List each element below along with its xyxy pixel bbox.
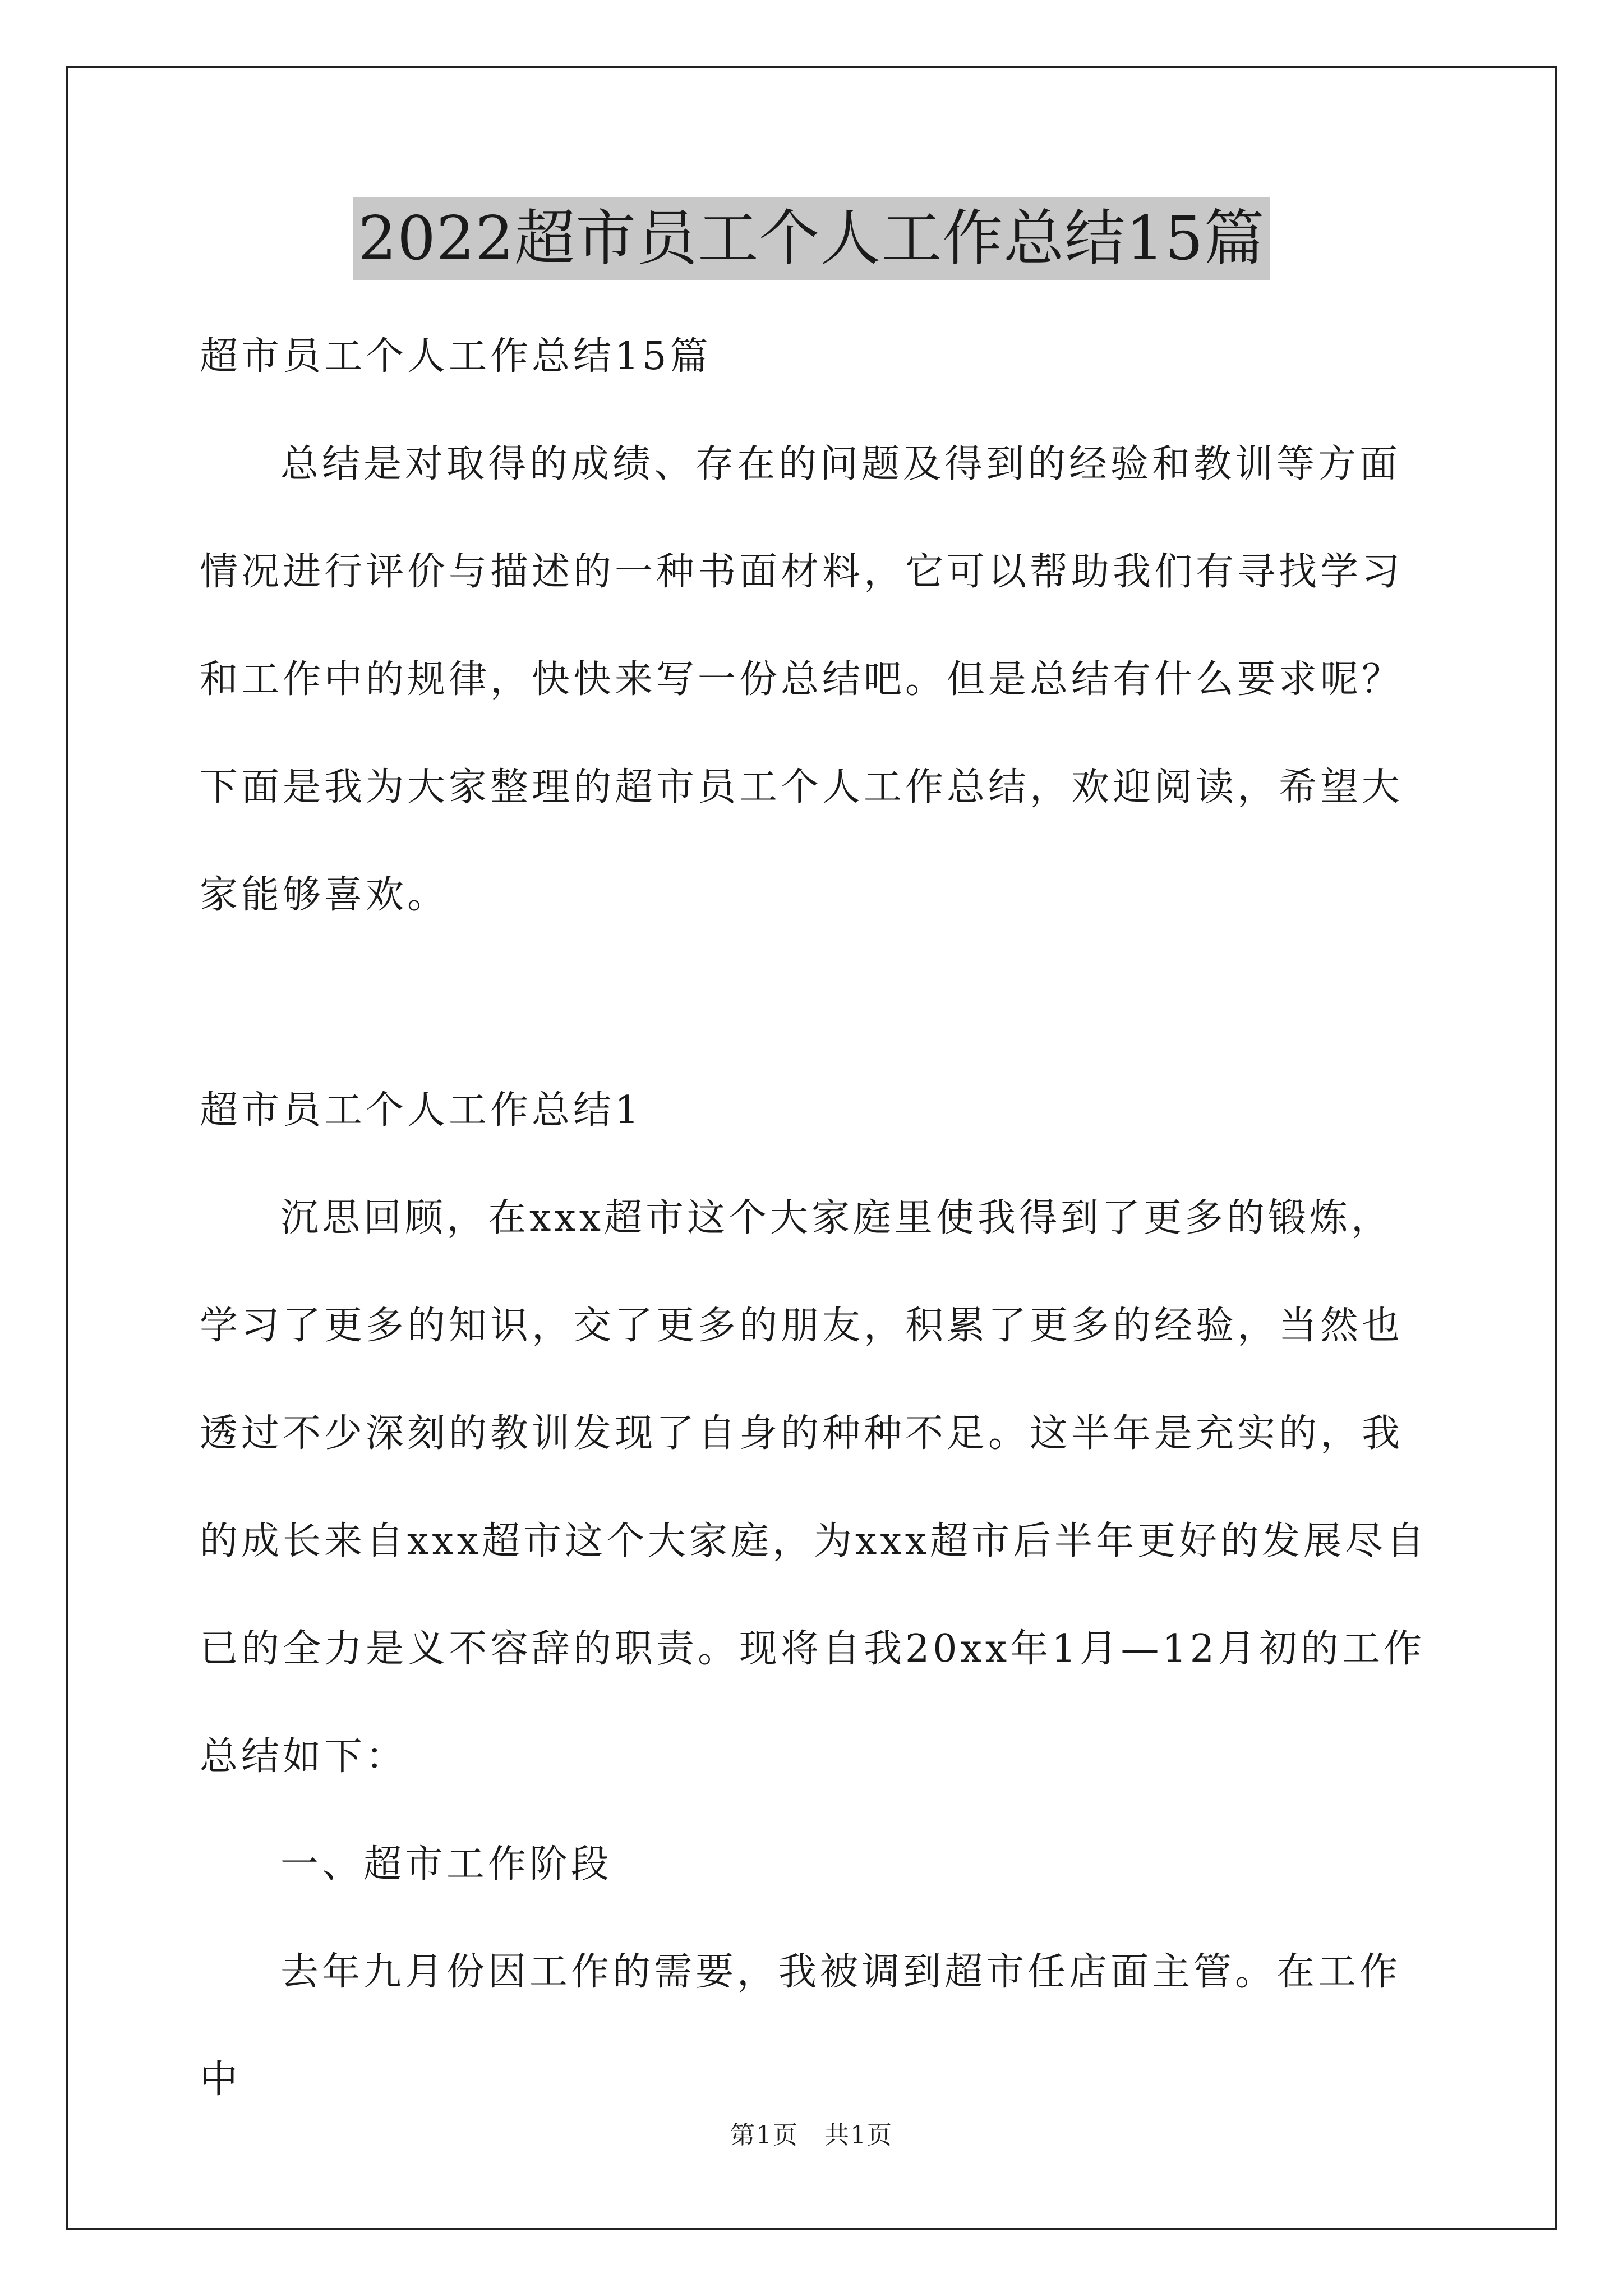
document-title: 2022超市员工个人工作总结15篇 [353, 197, 1269, 280]
subheading: 一、超市工作阶段 [280, 1842, 613, 1887]
section-paragraph: 沉思回顾，在xxx超市这个大家庭里使我得到了更多的锻炼，学习了更多的知识，交了更多的朋友，积累了更多的经验，当然也透过不少深刻的教训发现了自身的种种不足。这半年是充实的，我的成长来自xxx超市这个大家庭，为xxx超市后半年更好的发展尽自已的全力是义不容辞的职责。现将自我20xx年1月—12月初的工作总结如下： [200, 1196, 1428, 1779]
title-container [0, 197, 1623, 280]
document-body [200, 303, 1433, 2134]
document-subtitle: 超市员工个人工作总结15篇 [200, 334, 712, 379]
page-footer: 第1页 共1页 [730, 2121, 893, 2150]
last-paragraph: 去年九月份因工作的需要，我被调到超市任店面主管。在工作中 [200, 1950, 1401, 2102]
paragraph-gap [200, 949, 1433, 1057]
section-heading: 超市员工个人工作总结1 [200, 1088, 643, 1133]
intro-paragraph: 总结是对取得的成绩、存在的问题及得到的经验和教训等方面情况进行评价与描述的一种书面材料，它可以帮助我们有寻找学习和工作中的规律，快快来写一份总结吧。但是总结有什么要求呢？下面是我为大家整理的超市员工个人工作总结，欢迎阅读，希望大家能够喜欢。 [200, 442, 1404, 917]
